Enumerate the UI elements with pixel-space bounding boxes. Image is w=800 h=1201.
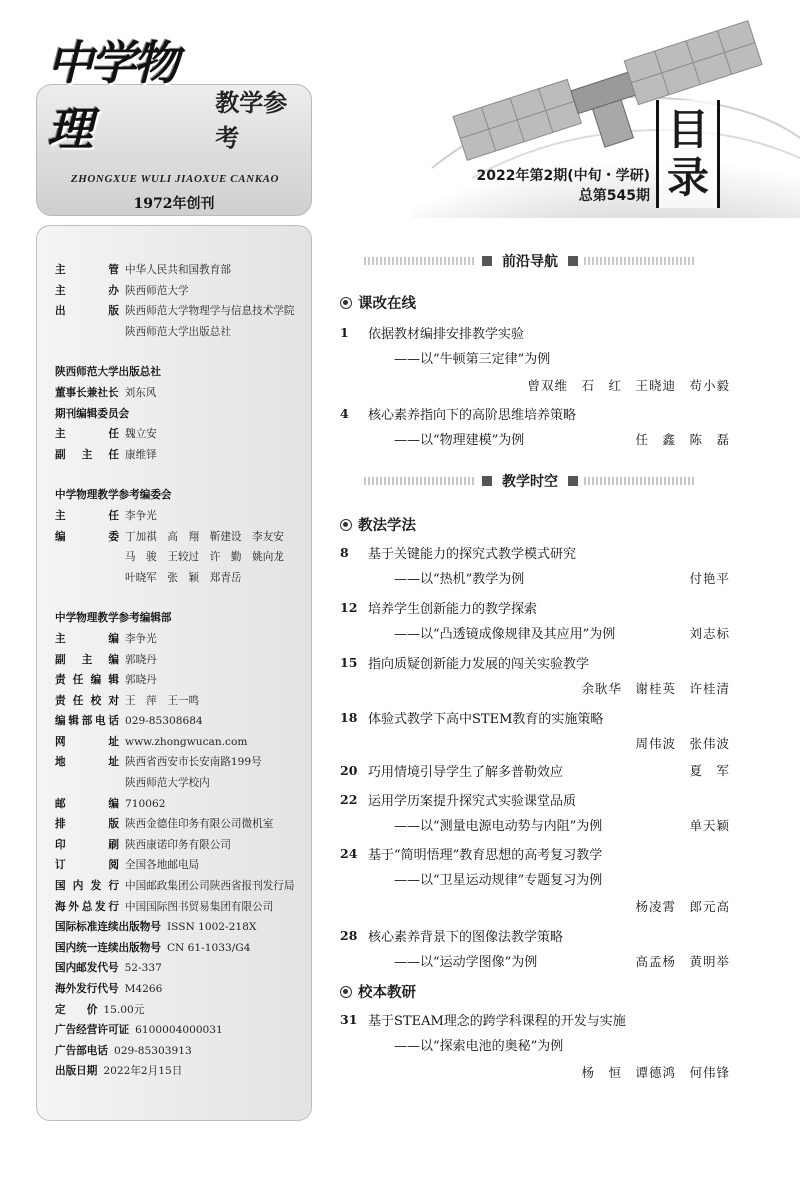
colophon-key: 国际标准连续出版物号 xyxy=(55,921,161,934)
colophon-key xyxy=(55,691,119,712)
colophon-row xyxy=(55,629,311,650)
masthead xyxy=(36,36,312,216)
colophon-value: 马 骏 王较过 许 勤 姚向龙 xyxy=(125,551,284,564)
colophon-value: 710062 xyxy=(125,797,166,810)
colophon-value: 郭晓丹 xyxy=(125,674,157,687)
page-number: 12 xyxy=(340,599,358,615)
colophon-key-char: 对 xyxy=(108,694,119,707)
colophon-row xyxy=(55,732,311,753)
colophon-row xyxy=(55,1061,311,1082)
page-number: 31 xyxy=(340,1011,358,1027)
article-subtitle: ——以“牛顿第三定律”为例 xyxy=(394,352,551,367)
article-authors: 杨凌霄 郎元高 xyxy=(635,898,730,914)
colophon-key-char: 发 xyxy=(95,900,106,913)
article-subtitle: ——以“卫星运动规律”专题复习为例 xyxy=(394,873,603,888)
colophon-key-char: 主 xyxy=(55,264,66,276)
colophon-row xyxy=(55,773,311,794)
colophon-key xyxy=(55,897,119,918)
colophon-panel xyxy=(36,225,312,1121)
colophon-row xyxy=(55,691,311,712)
colophon-list xyxy=(55,260,311,1082)
colophon-value: 刘东风 xyxy=(124,386,157,399)
colophon-key: 董事长兼社长 xyxy=(55,386,119,399)
category-kegai xyxy=(340,292,416,313)
colophon-value: 叶晓军 张 颖 郑青岳 xyxy=(125,571,242,584)
colophon-row xyxy=(55,938,311,959)
article-subtitle: ——以“运动学图像”为例 xyxy=(394,955,538,970)
article-authors: 曾双维 石 红 王晓迪 苟小毅 xyxy=(527,377,730,393)
colophon-row xyxy=(55,445,311,466)
page-number: 18 xyxy=(340,709,358,725)
colophon-key-char: 编 xyxy=(55,715,66,728)
colophon-key-char: 任 xyxy=(108,428,119,441)
colophon-value: 52-337 xyxy=(124,962,162,975)
article-title: 体验式教学下高中STEM教育的实施策略 xyxy=(368,711,604,727)
colophon-key xyxy=(55,794,119,815)
colophon-value: 魏立安 xyxy=(125,428,157,441)
colophon-key xyxy=(55,445,119,466)
colophon-key xyxy=(55,814,119,835)
contents-char-2: 录 xyxy=(666,153,709,202)
colophon-value: CN 61-1033/G4 xyxy=(166,941,251,954)
colophon-key-char: 版 xyxy=(108,818,119,831)
founded-year: 1972年创刊 xyxy=(133,196,215,212)
article-authors: 高孟杨 黄明举 xyxy=(635,953,730,969)
colophon-value: ISSN 1002-218X xyxy=(166,921,257,934)
colophon-key-char: 委 xyxy=(108,530,119,543)
colophon-key-char: 外 xyxy=(68,900,79,913)
colophon-key-char: 任 xyxy=(72,674,84,687)
colophon-key-char: 办 xyxy=(108,284,119,297)
toc-entry[interactable] xyxy=(340,841,730,919)
colophon-key xyxy=(55,752,119,773)
colophon-value: 李争光 xyxy=(125,509,157,522)
colophon-key-char: 地 xyxy=(55,756,66,769)
colophon-value: 康维铎 xyxy=(125,448,157,461)
colophon-row xyxy=(55,547,311,568)
article-subtitle: ——以“物理建模”为例 xyxy=(394,433,525,448)
article-title: 依据教材编排安排教学实验 xyxy=(368,326,525,342)
colophon-row xyxy=(55,897,311,918)
article-title: 培养学生创新能力的教学探索 xyxy=(368,601,538,617)
colophon-key-char: 总 xyxy=(81,900,93,913)
colophon-key-char: 管 xyxy=(108,264,119,276)
colophon-value: 中国邮政集团公司陕西省报刊发行局 xyxy=(125,880,295,893)
colophon-row xyxy=(55,814,311,835)
colophon-key-char: 阅 xyxy=(108,859,119,872)
article-authors: 单天颖 xyxy=(689,817,730,833)
page-number: 15 xyxy=(340,654,358,670)
page-number: 28 xyxy=(340,927,358,943)
article-title: 基于STEAM理念的跨学科课程的开发与实施 xyxy=(368,1013,626,1029)
colophon-row xyxy=(55,958,311,979)
toc-entry[interactable] xyxy=(340,758,730,782)
colophon-row xyxy=(55,979,311,1000)
colophon-key-char: 邮 xyxy=(55,797,66,810)
toc-entry[interactable] xyxy=(340,787,730,838)
colophon-key xyxy=(55,424,119,445)
colophon-key-char: 国 xyxy=(55,880,66,893)
colophon-value: 陕西康诺印务有限公司 xyxy=(125,838,231,851)
colophon-row xyxy=(55,281,311,302)
toc-entry[interactable] xyxy=(340,650,730,701)
logo-sub-text: 教学参考 xyxy=(215,89,288,152)
colophon-key-char: 版 xyxy=(108,305,119,318)
colophon-row xyxy=(55,876,311,897)
colophon-key xyxy=(55,732,119,753)
colophon-key: 出版日期 xyxy=(55,1065,98,1078)
article-title: 核心素养背景下的图像法教学策略 xyxy=(368,929,564,945)
article-authors: 任 鑫 陈 磊 xyxy=(635,431,730,447)
toc-entry[interactable] xyxy=(340,705,730,756)
toc-entry[interactable] xyxy=(340,923,730,974)
issue-total: 总第545期 xyxy=(578,188,650,204)
colophon-key-char: 发 xyxy=(90,880,102,893)
colophon-key-char: 副 xyxy=(55,448,66,461)
colophon-key-char: 责 xyxy=(55,674,66,687)
colophon-row xyxy=(55,917,311,938)
colophon-key xyxy=(55,876,119,897)
colophon-value: 029-85303913 xyxy=(113,1044,192,1057)
colophon-value: 2022年2月15日 xyxy=(103,1065,183,1078)
colophon-heading: 期刊编辑委员会 xyxy=(55,407,130,420)
toc-entry[interactable] xyxy=(340,540,730,591)
colophon-value: 中国国际图书贸易集团有限公司 xyxy=(125,900,274,913)
colophon-row xyxy=(55,383,311,404)
colophon-value: 6100004000031 xyxy=(135,1024,223,1037)
article-title: 运用学历案提升探究式实验课堂品质 xyxy=(368,793,577,809)
colophon-value: www.zhongwucan.com xyxy=(125,735,248,748)
article-subtitle: ——以“凸透镜成像规律及其应用”为例 xyxy=(394,627,616,642)
colophon-key xyxy=(55,711,119,732)
colophon-value: 陕西金德佳印务有限公司微机室 xyxy=(125,818,274,831)
colophon-key-char: 电 xyxy=(95,715,106,728)
colophon-key-char: 任 xyxy=(108,448,119,461)
colophon-row xyxy=(55,568,311,589)
article-authors: 付艳平 xyxy=(689,570,730,586)
colophon-row xyxy=(55,835,311,856)
colophon-key-char: 址 xyxy=(108,735,119,748)
page-number: 24 xyxy=(340,845,358,861)
colophon-key xyxy=(55,855,119,876)
colophon-row xyxy=(55,650,311,671)
colophon-key xyxy=(55,527,119,548)
colophon-key-char: 主 xyxy=(55,428,66,441)
article-authors: 夏 军 xyxy=(689,763,730,778)
colophon-value: 陕西省西安市长安南路199号 xyxy=(125,756,262,769)
colophon-row xyxy=(55,424,311,445)
colophon-key-char: 编 xyxy=(55,530,66,543)
colophon-row xyxy=(55,711,311,732)
colophon-row xyxy=(55,260,311,281)
category-label: 校本教研 xyxy=(358,985,416,1001)
contents-char-1: 目 xyxy=(666,105,709,154)
contents-heading xyxy=(656,100,720,208)
colophon-value: 陕西师范大学出版总社 xyxy=(125,325,231,338)
colophon-key: 广告部电话 xyxy=(55,1044,108,1057)
logo-english: ZHONGXUE WULI JIAOXUE CANKAO xyxy=(70,173,280,185)
colophon-key xyxy=(55,322,119,343)
colophon-row xyxy=(55,301,311,322)
page-number: 4 xyxy=(340,405,349,421)
page-number: 20 xyxy=(340,762,358,778)
section-label: 前沿导航 xyxy=(502,254,558,270)
colophon-key-char: 内 xyxy=(72,880,84,893)
colophon-value: 全国各地邮电局 xyxy=(125,859,200,872)
colophon-value: 陕西师范大学校内 xyxy=(125,777,210,790)
colophon-heading: 中学物理教学参考编辑部 xyxy=(55,612,172,625)
bullet-icon xyxy=(340,297,352,309)
colophon-heading: 中学物理教学参考编委会 xyxy=(55,489,172,502)
colophon-key-char: 编 xyxy=(90,674,102,687)
page-number: 8 xyxy=(340,544,349,560)
article-subtitle: ——以“测量电源电动势与内阻”为例 xyxy=(394,819,603,834)
toc-entry[interactable] xyxy=(340,595,730,646)
journal-logo xyxy=(47,36,307,159)
toc-entry[interactable] xyxy=(340,401,730,452)
article-authors: 杨 恒 谭德鸿 何伟锋 xyxy=(581,1064,730,1080)
article-title: 核心素养指向下的高阶思维培养策略 xyxy=(368,407,577,423)
colophon-key-char: 主 xyxy=(55,509,66,522)
colophon-key xyxy=(55,301,119,322)
colophon-row xyxy=(55,752,311,773)
page-number: 1 xyxy=(340,324,349,340)
colophon-key-char: 行 xyxy=(108,880,119,893)
colophon-key-char: 编 xyxy=(108,653,119,666)
colophon-key-char: 址 xyxy=(108,756,119,769)
colophon-key-char: 主 xyxy=(81,653,93,666)
colophon-value: 陕西师范大学物理学与信息技术学院 xyxy=(125,305,295,318)
colophon-key-char: 编 xyxy=(108,797,119,810)
colophon-key-char: 主 xyxy=(81,448,93,461)
colophon-key-char: 出 xyxy=(55,305,66,318)
colophon-row xyxy=(55,670,311,691)
colophon-key: 广告经营许可证 xyxy=(55,1024,130,1037)
colophon-key-char: 辑 xyxy=(68,715,79,728)
colophon-key-char: 主 xyxy=(55,632,66,645)
colophon-key xyxy=(55,506,119,527)
article-title: 指向质疑创新能力发展的闯关实验教学 xyxy=(368,656,590,672)
category-jiaofa xyxy=(340,514,416,535)
article-title: 基于关键能力的探究式教学模式研究 xyxy=(368,546,577,562)
colophon-value: 郭晓丹 xyxy=(125,653,157,666)
page-number: 22 xyxy=(340,791,358,807)
colophon-row xyxy=(55,322,311,343)
colophon-key-char: 任 xyxy=(108,509,119,522)
colophon-key-char: 行 xyxy=(108,900,119,913)
issue-number: 2022年第2期(中旬・学研) xyxy=(476,168,650,184)
colophon-key xyxy=(55,629,119,650)
colophon-row xyxy=(55,506,311,527)
colophon-value: 029-85308684 xyxy=(125,715,203,728)
toc-entry[interactable] xyxy=(340,320,730,398)
colophon-key xyxy=(55,260,119,281)
logo-main-text: 中学物理 xyxy=(47,36,176,156)
colophon-key: 国内邮发代号 xyxy=(55,962,119,975)
category-label: 教法学法 xyxy=(358,518,416,534)
article-authors: 刘志标 xyxy=(689,625,730,641)
toc-entry[interactable] xyxy=(340,1007,730,1085)
colophon-value: 丁加祺 高 翔 靳建设 李友安 xyxy=(125,530,284,543)
colophon-row xyxy=(55,1041,311,1062)
colophon-key xyxy=(55,670,119,691)
colophon-key xyxy=(55,568,119,589)
colophon-heading: 陕西师范大学出版总社 xyxy=(55,366,161,379)
colophon-key-char: 任 xyxy=(72,694,84,707)
section-label: 教学时空 xyxy=(502,474,558,490)
colophon-row xyxy=(55,794,311,815)
colophon-row xyxy=(55,527,311,548)
colophon-key-char: 校 xyxy=(90,694,102,707)
colophon-value: 中华人民共和国教育部 xyxy=(125,264,231,276)
colophon-row xyxy=(55,1000,311,1021)
article-authors: 周伟波 张伟波 xyxy=(635,735,730,751)
category-label: 课改在线 xyxy=(358,296,416,312)
colophon-key-char: 主 xyxy=(55,284,66,297)
colophon-key: 海外发行代号 xyxy=(55,983,119,995)
colophon-key xyxy=(55,835,119,856)
bullet-icon xyxy=(340,986,352,998)
colophon-key-char: 海 xyxy=(55,900,66,913)
colophon-key-char: 话 xyxy=(108,715,119,728)
colophon-row xyxy=(55,855,311,876)
colophon-key xyxy=(55,281,119,302)
article-subtitle: ——以“探索电池的奥秘”为例 xyxy=(394,1039,564,1054)
colophon-value: 王 萍 王一鸣 xyxy=(125,694,200,707)
bullet-icon xyxy=(340,519,352,531)
section-header-qianyan xyxy=(364,248,696,274)
colophon-key xyxy=(55,773,119,794)
colophon-row xyxy=(55,1020,311,1041)
colophon-value: 15.00元 xyxy=(103,1003,145,1016)
colophon-key-char: 编 xyxy=(108,632,119,645)
article-title: 基于“简明悟理”教育思想的高考复习教学 xyxy=(368,847,603,863)
colophon-key-char: 订 xyxy=(55,859,66,872)
issue-info xyxy=(420,166,650,206)
colophon-value: 李争光 xyxy=(125,632,157,645)
category-xiaoben xyxy=(340,981,416,1002)
colophon-key-char: 网 xyxy=(55,735,66,748)
colophon-value: M4266 xyxy=(124,983,163,995)
colophon-key xyxy=(55,650,119,671)
section-header-jiaoxue xyxy=(364,468,696,494)
colophon-key: 国内统一连续出版物号 xyxy=(55,941,161,954)
colophon-key-char: 刷 xyxy=(108,838,119,851)
colophon-key-char: 部 xyxy=(81,715,93,728)
article-authors: 余耿华 谢桂英 许桂清 xyxy=(581,680,730,696)
article-subtitle: ——以“热机”教学为例 xyxy=(394,572,525,587)
colophon-key-char: 副 xyxy=(55,653,66,666)
colophon-key-char: 责 xyxy=(55,694,66,707)
article-title: 巧用情境引导学生了解多普勒效应 xyxy=(368,764,564,780)
colophon-key-char: 印 xyxy=(55,838,66,851)
colophon-key-char: 辑 xyxy=(108,674,119,687)
colophon-value: 陕西师范大学 xyxy=(125,284,189,297)
colophon-key-char: 排 xyxy=(55,818,66,831)
colophon-key xyxy=(55,547,119,568)
colophon-key: 定 价 xyxy=(55,1003,98,1016)
